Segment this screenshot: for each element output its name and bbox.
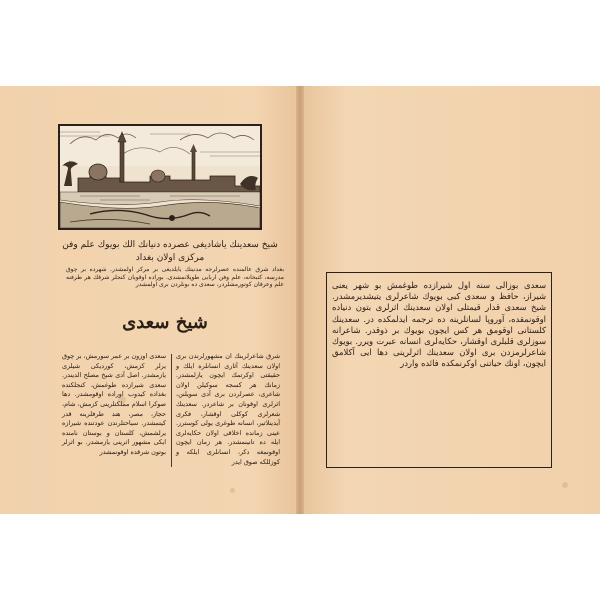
framed-text: سعدی بوزالی سنه اول شیرازده طوغمش بو شهر یعنی شیراز، حافظ و سعدی کبی بویوك شاعرلری یتیشدیرمشدر. شیخ سعدی قدار قیمتلی اولان سعدینك اثرلری بتون دنیاده اوقونمقده، آوروپا لسانلرینه ده ترجمه ایدلمکده در. سعدینك کلستانی اوقومق هر کس ایچون بویوك بر ذوقدر. شاعرانه سوزلری قلبلری اوقشار، حکایه‌لری انسانه عبرت ویرر. بویوك شاعرلرمزدن بری اولان سعدینك اثرلرینی دها ایی آکلامق ایچون، اونك حیاتنی اوکرنمکده فائده واردر <box>332 280 546 369</box>
text-column-right: شرق شاعرلرینك ان مشهورلرندن بری اولان سعدینك آثاری انسانلره ایلك و حقیقتی اوکرتمك ایچون یازلمشدر. زمانك هر کسجه سوکیلن اولان شاعری، عصرلردن بری آدی سویلنن، اثرلری اوقونان بر شاعردر. سعدینك شعرلری کوکلی اوقشار، فکری آیدینلاتیر، انسانه طوغری یولی کوسترر. عینی زمانده اخلاقی اولان حکایه‌لری ایله ده تانینمشدر. هر زمان ایچون اوقونمغه دکر، انسانلری ایلکه و کوزللکه صوق ایدر <box>176 352 280 466</box>
book-gutter <box>296 86 304 514</box>
city-engraving <box>60 126 260 228</box>
paper-stain <box>562 482 568 488</box>
illustration-caption: شیخ سعدینك یاشادیغی عصرده دنیانك الك بویوك علم وفن <box>62 240 278 250</box>
section-heading: شیخ سعدی <box>122 312 208 333</box>
text-column-left: سعدی اوزون بر عمر سورمش، بر چوق یرلر کزمش، کوردیکی شیلری یازمشدر. اصل آدی شیخ مصلح الدیندر. سعدی شیرازده طوغمش، کنجلکنده بغداده کیدوب اوراده اوقومشدر. دها صوکرا اسلام مملکتلرینی کزمش، شام، حجاز، مصر، هند طرفلرینه قدر کیتمشدر. سیاحتلرندن عودتنده شیرازه یرلشمش، کلستان و بوستان نامنده ایکی مشهور اثرینی یازمشدر. بو اثرلر بوتون شرقده اوقونمشدر <box>62 352 166 456</box>
caption-note: بغداد شرق عالمنده عصرلرجه مدنیتك یایلدیغی بر مرکز اولمشدر. شهرده بر چوق مدرسه، کتبخانه، علم وفن اربابی طوپلانمشدی. بوراده اوقویان کنجلر شرقك هر طرفنه علم وعرفان کوتورمشلردر، سعدی ده بونلردن بری اولمشدر <box>66 266 284 288</box>
paper-stain <box>230 488 235 493</box>
city-illustration <box>58 124 262 230</box>
column-divider <box>171 354 172 467</box>
illustration-caption-subtitle: مرکزی اولان بغداد <box>135 253 205 263</box>
